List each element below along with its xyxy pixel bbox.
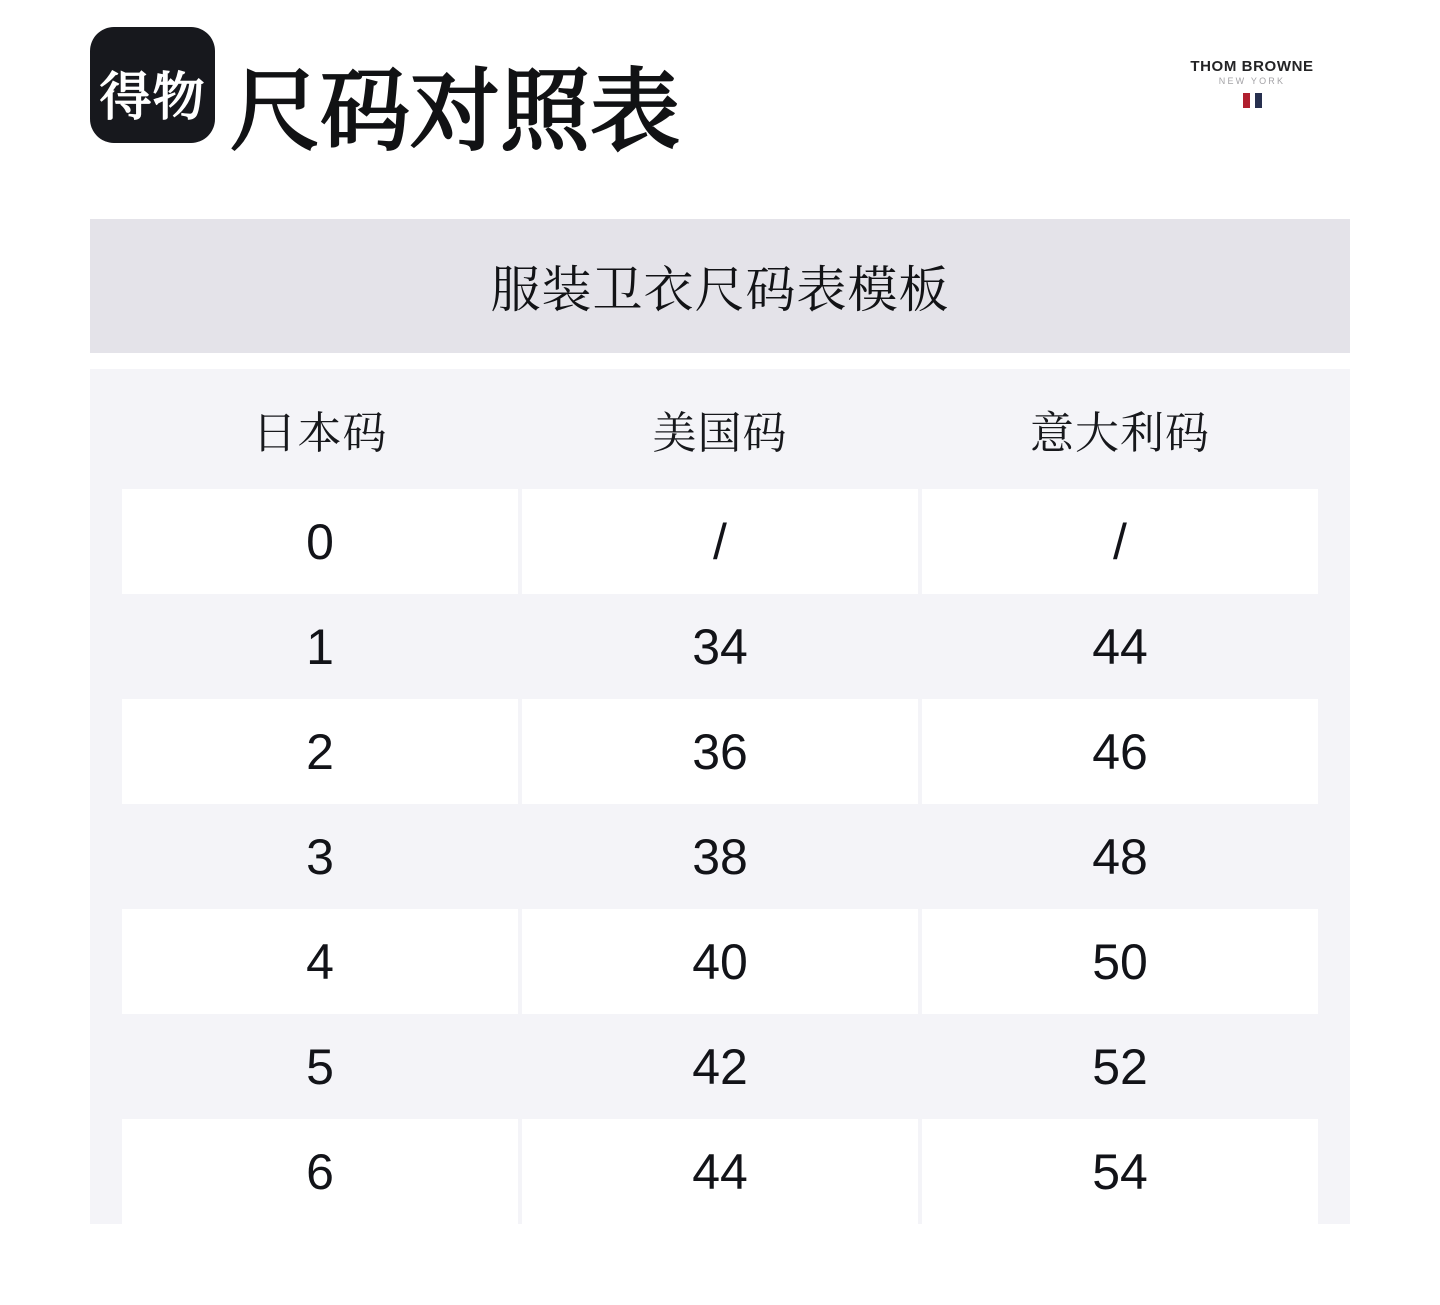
table-title-banner [90, 219, 1350, 353]
column-header-italy: 意大利码 [1030, 409, 1210, 458]
column-header-us: 美国码 [652, 409, 788, 458]
cell-us-size: 40 [522, 909, 918, 1014]
cell-us-size: 38 [692, 828, 748, 885]
cell-japan-size: 1 [306, 618, 334, 675]
cell-italy-size: 52 [1092, 1038, 1148, 1095]
cell-italy-size: / [922, 489, 1318, 594]
cell-us-size: 44 [522, 1119, 918, 1224]
page-title: 尺码对照表 [230, 62, 680, 162]
cell-japan-size: 4 [122, 909, 518, 1014]
table-title: 服装卫衣尺码表模板 [490, 262, 950, 318]
table-row [90, 909, 1350, 1014]
cell-italy-size: 48 [1092, 828, 1148, 885]
column-header-japan: 日本码 [252, 409, 388, 458]
brand-stripe-red-icon [1243, 93, 1250, 108]
cell-italy-size: 54 [922, 1119, 1318, 1224]
brand-stripes [1147, 93, 1357, 108]
table-row [90, 594, 1350, 699]
cell-japan-size: 3 [306, 828, 334, 885]
cell-us-size: 36 [522, 699, 918, 804]
cell-italy-size: 50 [922, 909, 1318, 1014]
cell-us-size: 42 [692, 1038, 748, 1095]
table-row [90, 699, 1350, 804]
cell-us-size: 34 [692, 618, 748, 675]
dewu-logo [90, 27, 215, 143]
brand-name: THOM BROWNE [1190, 58, 1314, 75]
brand-subtitle: NEW YORK [1218, 76, 1286, 86]
table-header-row [90, 369, 1350, 489]
table-row [90, 1014, 1350, 1119]
size-table [90, 369, 1350, 1224]
cell-us-size: / [522, 489, 918, 594]
thom-browne-logo [1147, 58, 1357, 108]
brand-stripe-navy-icon [1255, 93, 1262, 108]
table-row [90, 804, 1350, 909]
cell-japan-size: 2 [122, 699, 518, 804]
cell-japan-size: 5 [306, 1038, 334, 1095]
dewu-logo-text: 得物 [99, 68, 206, 127]
cell-italy-size: 44 [1092, 618, 1148, 675]
cell-japan-size: 0 [122, 489, 518, 594]
table-row [90, 1119, 1350, 1224]
table-row [90, 489, 1350, 594]
cell-italy-size: 46 [922, 699, 1318, 804]
cell-japan-size: 6 [122, 1119, 518, 1224]
